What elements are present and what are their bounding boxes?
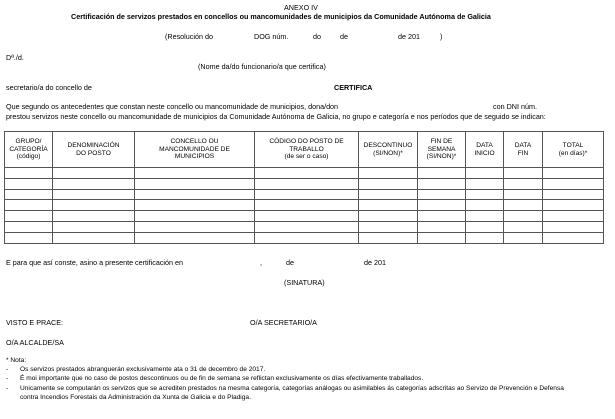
table-cell[interactable]: [135, 178, 255, 189]
table-cell[interactable]: [504, 178, 543, 189]
table-cell[interactable]: [53, 232, 135, 243]
table-cell[interactable]: [543, 200, 604, 211]
column-header: [135, 132, 255, 168]
column-header: [359, 132, 418, 168]
column-header: [418, 132, 466, 168]
name-hint: (Nome da/do funcionario/a que certifica): [198, 62, 326, 71]
table-cell[interactable]: [255, 189, 359, 200]
table-cell[interactable]: [504, 200, 543, 211]
table-cell[interactable]: [466, 168, 504, 179]
column-header: [5, 132, 53, 168]
table-cell[interactable]: [543, 178, 604, 189]
table-cell[interactable]: [53, 221, 135, 232]
column-header-line: SEMANA: [427, 145, 456, 153]
column-header-line: DESCONTINUO: [363, 141, 413, 149]
table-cell[interactable]: [543, 168, 604, 179]
column-header-line: FIN: [517, 149, 529, 157]
dni-label: con DNI núm.: [493, 102, 537, 111]
table-cell[interactable]: [504, 189, 543, 200]
table-cell[interactable]: [255, 211, 359, 222]
table-cell[interactable]: [418, 211, 466, 222]
column-header-line: (SI/NON)*: [373, 149, 403, 157]
table-cell[interactable]: [135, 189, 255, 200]
table-cell[interactable]: [53, 189, 135, 200]
table-cell[interactable]: [135, 211, 255, 222]
column-header-line: MANCOMUNIDADE DE: [159, 145, 230, 153]
table-cell[interactable]: [418, 232, 466, 243]
column-header-line: CÓDIGO DO POSTO DE: [269, 138, 344, 146]
table-cell[interactable]: [5, 232, 53, 243]
note-text: Os servizos prestados abranguerán exclusivamente ata o 31 de decembro de 2017.: [20, 366, 266, 374]
table-cell[interactable]: [418, 168, 466, 179]
table-cell[interactable]: [255, 168, 359, 179]
column-header-line: TRABALLO: [289, 145, 324, 153]
column-header-line: MUNICIPIOS: [174, 153, 215, 161]
table-cell[interactable]: [543, 189, 604, 200]
column-header-line: DO POSTO: [76, 149, 111, 157]
column-header-line: FIN DE: [430, 138, 453, 146]
table-row: [5, 168, 604, 179]
column-header-line: (SI/NON)*: [426, 153, 457, 161]
table-cell[interactable]: [359, 178, 418, 189]
table-cell[interactable]: [135, 221, 255, 232]
document-title: Certificación de servizos prestados en concellos ou mancomunidades de municipios da Comunidade Autónoma de Galicia: [71, 12, 491, 21]
note-item: - É moi importante que no caso de postos descontinuos ou de fin de semana se reflictan exclusivamente os días efectivamente traballados.: [6, 375, 424, 383]
dna-label: Dª./d.: [6, 53, 24, 62]
note-text: Unicamente se computarán os servizos que se acrediten prestados na mesma categoría, categorías análogas ou asimilables ás categorías adscritas ao Servizo de Prevención e Defensa contra Incendios Forestais da Administración da Xunta de Galicia e do Pladiga.: [20, 384, 564, 401]
secretary-sign-label: O/A SECRETARIO/A: [250, 318, 317, 327]
column-header-line: (en días)*: [558, 149, 588, 157]
resolution-do: do: [313, 32, 321, 41]
column-header: [466, 132, 504, 168]
closing-year: de 201: [364, 258, 386, 267]
table-row: [5, 211, 604, 222]
table-cell[interactable]: [53, 178, 135, 189]
table-header-row: [5, 132, 604, 168]
column-header-line: INICIO: [474, 149, 495, 157]
table-cell[interactable]: [5, 200, 53, 211]
resolution-open: (Resolución do: [165, 32, 213, 41]
table-cell[interactable]: [135, 200, 255, 211]
resolution-year: de 201: [398, 32, 420, 41]
table-cell[interactable]: [504, 232, 543, 243]
note-text: É moi importante que no caso de postos descontinuos ou de fin de semana se reflictan exclusivamente os días efectivamente traballados.: [20, 375, 424, 383]
table-cell[interactable]: [466, 200, 504, 211]
table-cell[interactable]: [359, 232, 418, 243]
column-header-line: CONCELLO OU: [170, 138, 219, 146]
seen-label: VISTO E PRACE:: [6, 318, 63, 327]
column-header-line: (de ser o caso): [284, 153, 329, 161]
table-cell[interactable]: [5, 221, 53, 232]
column-header-line: DENOMINACIÓN: [67, 141, 120, 149]
table-cell[interactable]: [418, 178, 466, 189]
table-cell[interactable]: [359, 200, 418, 211]
table-cell[interactable]: [504, 221, 543, 232]
closing-de: de: [286, 258, 294, 267]
column-header: [53, 132, 135, 168]
annex-label: ANEXO IV: [284, 3, 318, 12]
column-header-line: GRUPO/: [15, 138, 42, 146]
table-cell[interactable]: [543, 221, 604, 232]
column-header-line: TOTAL: [562, 141, 584, 149]
table-cell[interactable]: [135, 232, 255, 243]
table-cell[interactable]: [543, 232, 604, 243]
table-body: [5, 168, 604, 244]
table-cell[interactable]: [466, 178, 504, 189]
table-cell[interactable]: [53, 168, 135, 179]
note-item: - Os servizos prestados abranguerán exclusivamente ata o 31 de decembro de 2017.: [6, 366, 266, 374]
services-table: [4, 131, 604, 244]
table-cell[interactable]: [466, 232, 504, 243]
table-cell[interactable]: [466, 189, 504, 200]
statement-line-1: Que segundo os antecedentes que constan neste concello ou mancomunidade de municipios, dona/don: [6, 102, 339, 111]
resolution-dog: DOG núm.: [254, 32, 289, 41]
table-cell[interactable]: [5, 168, 53, 179]
mayor-sign-label: O/A ALCALDE/SA: [6, 338, 64, 347]
secretary-label: secretario/a do concello de: [6, 83, 92, 92]
closing-comma: ,: [260, 258, 262, 267]
table-cell[interactable]: [5, 211, 53, 222]
notes-section: [6, 356, 580, 402]
closing-text: E para que así conste, asino a presente certificación en: [6, 258, 183, 267]
statement-line-2: prestou servizos neste concello ou mancomunidade de municipios da Comunidade Autónoma de Galicia, no grupo e categoría e nos períodos que de seguido se indican:: [6, 112, 546, 121]
table-row: [5, 221, 604, 232]
table-cell[interactable]: [255, 200, 359, 211]
table-cell[interactable]: [418, 200, 466, 211]
table-row: [5, 232, 604, 243]
table-cell[interactable]: [255, 221, 359, 232]
column-header: [255, 132, 359, 168]
table-cell[interactable]: [543, 211, 604, 222]
table-row: [5, 189, 604, 200]
table-cell[interactable]: [466, 211, 504, 222]
table-cell[interactable]: [5, 189, 53, 200]
certifies-heading: CERTIFICA: [334, 83, 373, 92]
table-cell[interactable]: [418, 189, 466, 200]
column-header: [543, 132, 604, 168]
signature-label: (SINATURA): [284, 278, 325, 287]
column-header: [504, 132, 543, 168]
table-cell[interactable]: [255, 232, 359, 243]
table-cell[interactable]: [504, 211, 543, 222]
column-header-line: (código): [16, 153, 41, 161]
table-cell[interactable]: [359, 168, 418, 179]
table-cell[interactable]: [255, 178, 359, 189]
column-header-line: CATEGORÍA: [9, 145, 48, 153]
table-cell[interactable]: [135, 168, 255, 179]
notes-title: * Nota:: [6, 357, 27, 364]
table-cell[interactable]: [359, 221, 418, 232]
table-row: [5, 200, 604, 211]
table-cell[interactable]: [53, 200, 135, 211]
table-cell[interactable]: [53, 211, 135, 222]
table-cell[interactable]: [504, 168, 543, 179]
table-cell[interactable]: [359, 189, 418, 200]
table-row: [5, 178, 604, 189]
table-cell[interactable]: [466, 221, 504, 232]
column-header-line: DATA: [476, 141, 493, 149]
table-cell[interactable]: [418, 221, 466, 232]
table-cell[interactable]: [359, 211, 418, 222]
table-cell[interactable]: [5, 178, 53, 189]
note-item: - Unicamente se computarán os servizos que se acrediten prestados na mesma categoría, categorías análogas ou asimilables ás categorías adscritas ao Servizo de Prevención e Defensa contra Incendios Forestais da Administración da Xunta de Galicia e do Pladiga.: [6, 384, 580, 402]
resolution-de: de: [340, 32, 348, 41]
column-header-line: DATA: [514, 141, 532, 149]
resolution-close: ): [440, 32, 443, 41]
